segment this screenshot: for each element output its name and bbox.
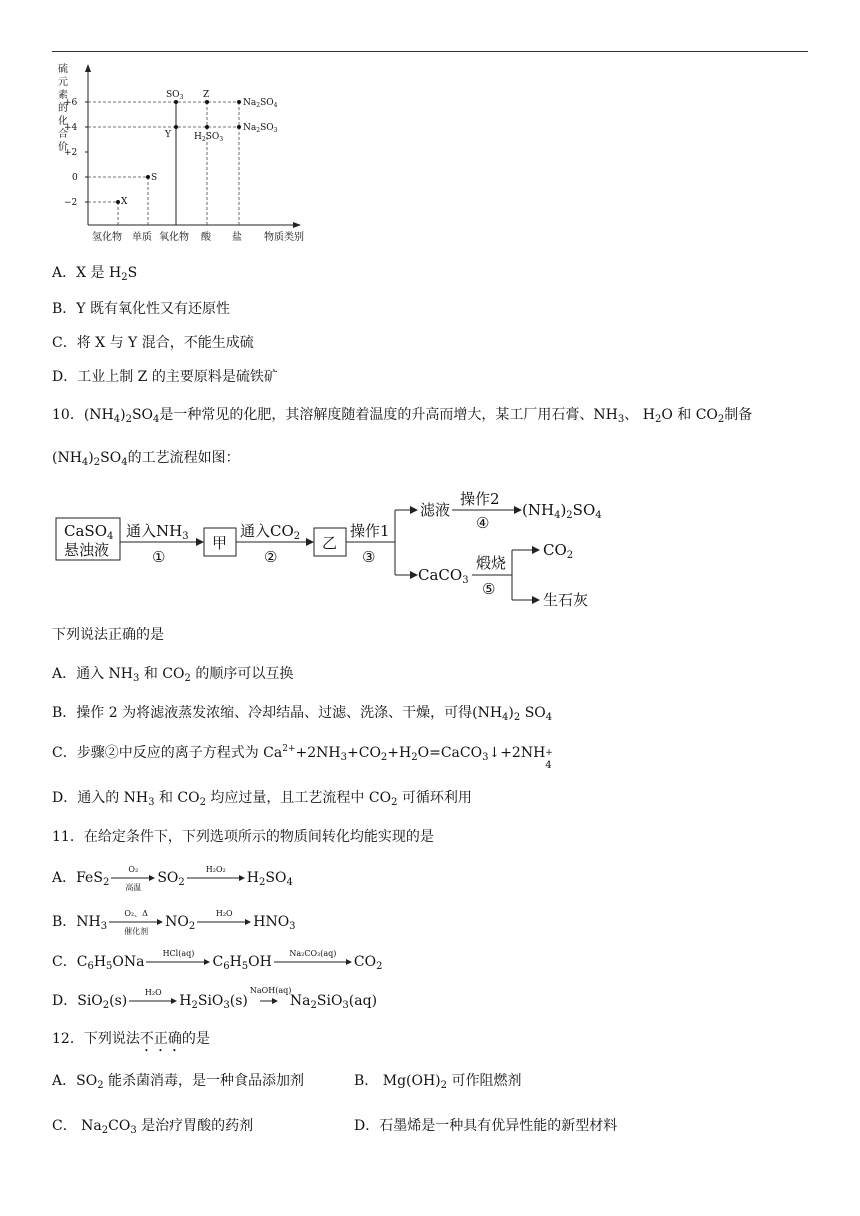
step1-label: 通入$NH_3$: [126, 522, 189, 542]
label-Na2SO3: $Na_2SO_3$: [243, 123, 278, 134]
y-tick-labels: [64, 98, 78, 208]
point-Y: [174, 125, 178, 129]
step5-label: 煅烧: [476, 554, 507, 572]
label-S: S: [151, 173, 158, 183]
process-flow-diagram: [52, 488, 612, 616]
q9-option-a: A．X 是 $H_2S$: [52, 265, 138, 283]
reaction-arrow: H₂O₂: [187, 874, 245, 882]
x-axis-label: 物质类别: [264, 232, 304, 243]
y-axis-label-5: 化: [58, 116, 68, 127]
q9-option-c: C．将 X 与 Y 混合，不能生成硫: [52, 335, 254, 351]
caco3-label: CaCO$_3$: [418, 566, 469, 586]
point-Na2SO3: [237, 125, 241, 129]
box-jia-label: 甲: [212, 534, 228, 552]
label-X: X: [121, 197, 128, 207]
nh4-2so4-formula: $(NH_4)_2SO_4$: [52, 450, 128, 468]
q12-stem: 12．下列说法不正确的是: [52, 1031, 210, 1047]
step3-num: ③: [362, 548, 376, 566]
nh4-2so4-formula: $(NH_4)_2SO_4$: [83, 407, 160, 425]
x-tick-label: 盐: [232, 232, 242, 243]
step3-label: 操作1: [350, 522, 390, 540]
box1-label: 悬浊液: [64, 541, 110, 559]
q11-option-b: B．$NH_3$ O₂、Δ 催化剂 $NO_2$ H₂O $HNO_3$: [52, 909, 296, 936]
filtrate-label: 滤液: [420, 501, 451, 519]
x-axis-arrow: [293, 222, 301, 228]
step1-num: ①: [152, 548, 166, 566]
q12-option-b: B． $Mg(OH)_2$ 可作阻燃剂: [354, 1073, 522, 1091]
top-rule: [52, 51, 808, 52]
point-Na2SO4: [237, 100, 241, 104]
guide-lines: [88, 102, 239, 225]
y-tick-label: +6: [64, 98, 78, 108]
y-axis-label-4: 的: [58, 103, 68, 114]
label-H2SO3: $H_2SO_3$: [194, 132, 224, 143]
sulfur-valence-chart: [52, 60, 322, 250]
x-tick-label: 氢化物: [92, 232, 122, 243]
step4-label: 操作2: [460, 490, 500, 508]
step2-num: ②: [264, 548, 278, 566]
nh4-2so4-formula: $(NH_4)_2$ $SO_4$: [472, 705, 553, 723]
point-SO3: [174, 100, 178, 104]
step2-label: 通入$CO_2$: [240, 522, 301, 542]
y-axis-label-1: 硫: [58, 64, 68, 75]
q10-option-b: B．操作 2 为将滤液蒸发浓缩、冷却结晶、过滤、洗涤、干燥，可得$(NH_4)_2$ $SO_4$: [52, 705, 553, 723]
x-tick-label: 单质: [132, 232, 152, 243]
q11-option-c: C．$C_6H_5ONa$ HCl(aq) $C_6H_5OH$ Na₂CO₃(aq) $CO_2$: [52, 949, 383, 972]
y-tick-label: +4: [64, 123, 78, 133]
y-axis-label-7: 价: [58, 142, 68, 153]
q10-stem-line1: 10．$(NH_4)_2SO_4$是一种常见的化肥，其溶解度随着温度的升高而增大，某工厂用石膏、$NH_3$、 $H_2O$ 和 $CO_2$制备: [52, 407, 753, 425]
q12-option-a: A．$SO_2$ 能杀菌消毒，是一种食品添加剂: [52, 1073, 305, 1091]
y-axis-label-6: 合: [58, 129, 68, 140]
product-label: $(NH_4)_2SO_4$: [522, 501, 602, 521]
q12-option-c: C． $Na_2CO_3$ 是治疗胃酸的药剂: [52, 1118, 254, 1136]
x-tick-label: 酸: [201, 232, 211, 243]
label-Z: Z: [203, 90, 210, 100]
q10-option-a: A．通入 $NH_3$ 和 $CO_2$ 的顺序可以互换: [52, 666, 294, 684]
reaction-arrow: O₂ 高温: [111, 874, 155, 882]
y-tick-label: −2: [64, 198, 78, 208]
point-X: [116, 200, 120, 204]
box1-formula: CaSO$_4$: [64, 522, 114, 542]
point-S: [146, 175, 150, 179]
q10-prompt: 下列说法正确的是: [52, 627, 164, 643]
point-Z: [205, 100, 209, 104]
box-yi-label: 乙: [322, 534, 338, 552]
y-axis-arrow: [85, 64, 91, 72]
q11-stem: 11．在给定条件下，下列选项所示的物质间转化均能实现的是: [52, 829, 434, 845]
step5-num: ⑤: [482, 580, 496, 598]
reaction-arrow: NaOH(aq): [250, 997, 288, 1005]
points: [116, 100, 241, 204]
y-tick-label: +2: [64, 148, 78, 158]
lime-label: 生石灰: [543, 591, 589, 609]
point-H2SO3: [205, 125, 209, 129]
q12-option-d: D．石墨烯是一种具有优异性能的新型材料: [354, 1118, 618, 1134]
reaction-arrow: HCl(aq): [146, 958, 210, 966]
q10-option-c: C．步骤②中反应的离子方程式为 $Ca^{2+}+2NH_3+CO_2+H_2O=CaCO_3↓+2NH$ + 4: [52, 744, 553, 771]
q9-option-d: D．工业上制 Z 的主要原料是硫铁矿: [52, 369, 278, 385]
q11-option-a: A．FeS$_2$ O₂ 高温 $SO_2$ H₂O₂ $H_2SO_4$: [52, 865, 293, 892]
reaction-arrow: Na₂CO₃(aq): [274, 958, 352, 966]
reaction-arrow: O₂、Δ 催化剂: [109, 918, 163, 926]
x-tick-labels: [92, 230, 304, 243]
y-axis-label-3: 素: [58, 90, 68, 101]
reaction-arrow: H₂O: [197, 918, 251, 926]
y-axis-label-2: 元: [58, 77, 68, 88]
label-Y: Y: [165, 130, 171, 140]
label-Na2SO4: $Na_2SO_4$: [243, 98, 278, 109]
q10-stem-line2: $(NH_4)_2SO_4$的工艺流程如图：: [52, 450, 240, 468]
y-tick-label: 0: [72, 173, 78, 183]
q9-option-b: B．Y 既有氧化性又有还原性: [52, 301, 230, 317]
q11-option-d: D．SiO$_2$(s) H₂O $H_2SiO_3(s)$ NaOH(aq) $Na_2SiO_3(aq)$: [52, 986, 378, 1011]
step4-num: ④: [476, 514, 490, 532]
co2-label: $CO_2$: [543, 541, 574, 561]
x-tick-label: 氧化物: [159, 232, 189, 243]
q10-option-d: D．通入的 $NH_3$ 和 $CO_2$ 均应过量，且工艺流程中 $CO_2$ 可循环利用: [52, 790, 472, 808]
label-SO3: $SO_3$: [166, 90, 184, 101]
reaction-arrow: H₂O: [129, 997, 177, 1005]
